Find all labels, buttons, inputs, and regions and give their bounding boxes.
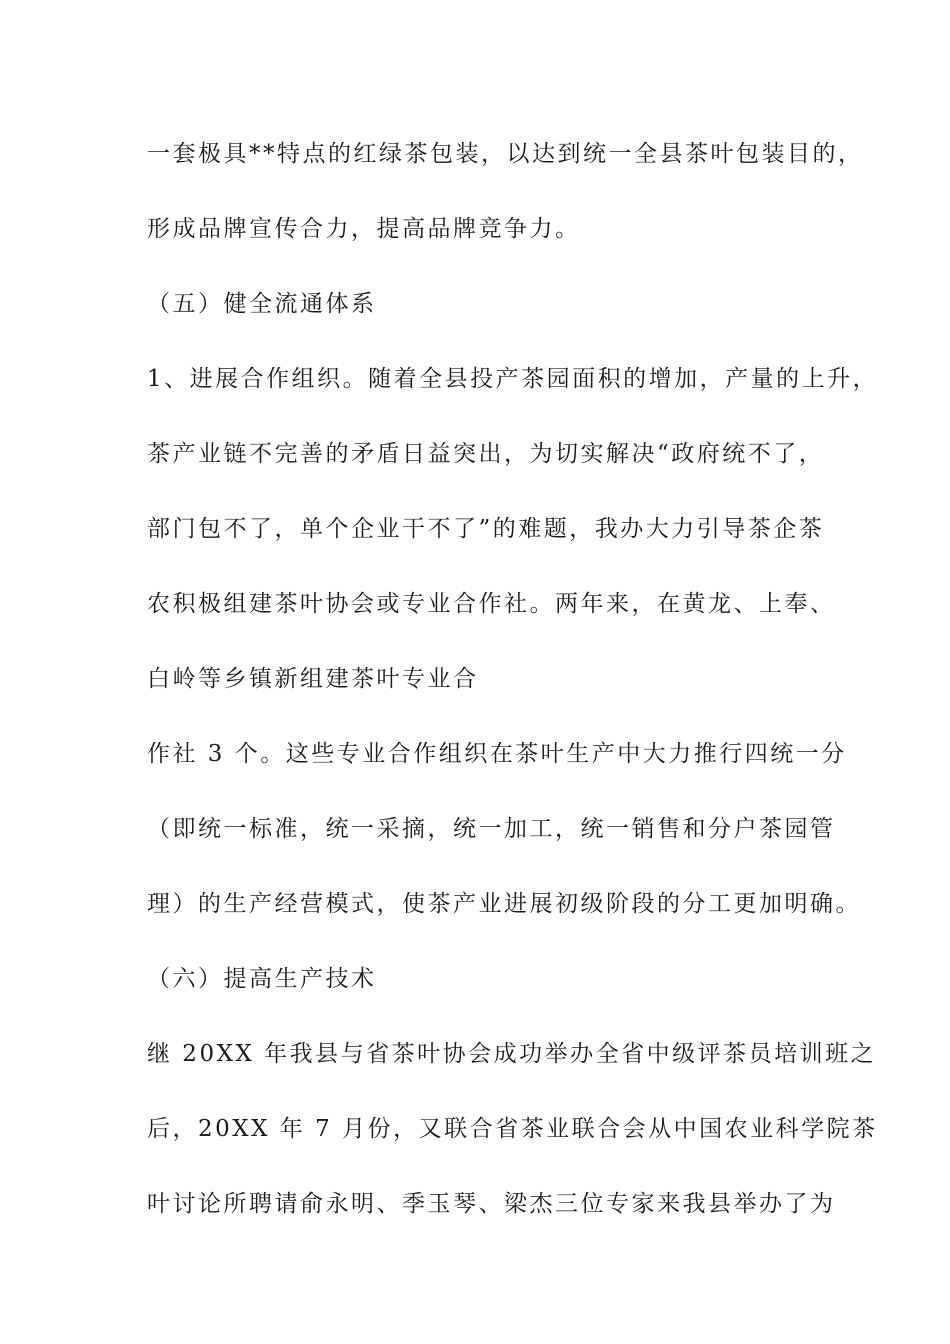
paragraph-line: 叶讨论所聘请俞永明、季玉琴、梁杰三位专家来我县举办了为 xyxy=(147,1191,836,1217)
paragraph-line: 茶产业链不完善的矛盾日益突出，为切实解决“政府统不了， xyxy=(147,441,825,467)
paragraph-line: 作社 3 个。这些专业合作组织在茶叶生产中大力推行四统一分 xyxy=(147,741,847,767)
paragraph-line: 继 20XX 年我县与省茶叶协会成功举办全省中级评茶员培训班之 xyxy=(147,1041,877,1067)
paragraph-line: 白岭等乡镇新组建茶叶专业合 xyxy=(147,666,479,692)
paragraph-line: 农积极组建茶叶协会或专业合作社。两年来，在黄龙、上奉、 xyxy=(147,591,836,617)
section-heading: （六）提高生产技术 xyxy=(147,966,377,992)
paragraph-line: 理）的生产经营模式，使茶产业进展初级阶段的分工更加明确。 xyxy=(147,891,861,917)
paragraph-line: 一套极具**特点的红绿茶包装，以达到统一全县茶叶包装目的， xyxy=(147,141,864,167)
section-heading: （五）健全流通体系 xyxy=(147,291,377,317)
paragraph-line: 后，20XX 年 7 月份，又联合省茶业联合会从中国农业科学院茶 xyxy=(147,1116,878,1142)
paragraph-line: （即统一标准，统一采摘，统一加工，统一销售和分户茶园管 xyxy=(147,816,836,842)
paragraph-line: 形成品牌宣传合力，提高品牌竞争力。 xyxy=(147,216,581,242)
paragraph-line: 部门包不了，单个企业干不了”的难题，我办大力引导茶企茶 xyxy=(147,516,825,542)
paragraph-line: 1、进展合作组织。随着全县投产茶园面积的增加，产量的上升， xyxy=(147,366,879,392)
